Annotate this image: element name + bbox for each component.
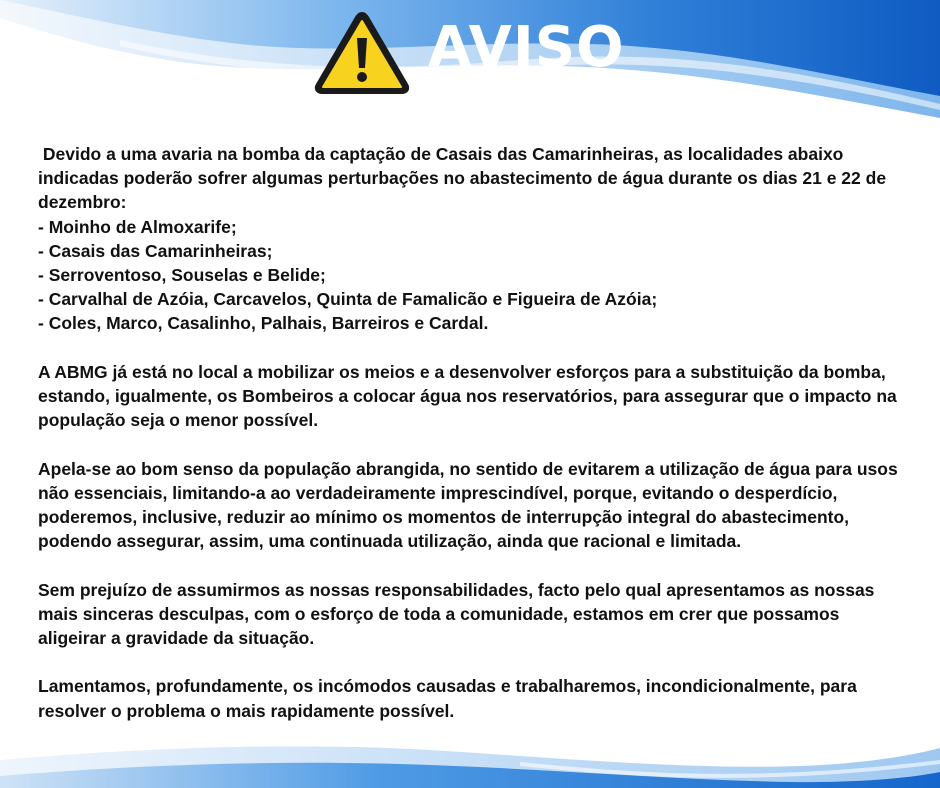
- list-item: - Carvalhal de Azóia, Carcavelos, Quinta de Famalicão e Figueira de Azóia;: [38, 289, 658, 310]
- header: [0, 0, 940, 110]
- list-item: - Casais das Camarinheiras;: [38, 240, 273, 261]
- paragraph-appeal: Apela-se ao bom senso da população abrangida, no sentido de evitarem a utilização de água para usos não essenciais, limitando-a ao verdadeiramente imprescindível, porque, evitando o desperdício, poderemos, inclusive, reduzir ao mínimo os momentos de interrupção integral do abastecimento, podendo assegurar, assim, uma continuada utilização, ainda que racional e limitada.: [38, 458, 898, 552]
- warning-icon: [312, 8, 412, 96]
- list-item: - Serroventoso, Souselas e Belide;: [38, 265, 326, 286]
- paragraph-abmg: A ABMG já está no local a mobilizar os meios e a desenvolver esforços para a substituição da bomba, estando, igualmente, os Bombeiros a colocar água nos reservatórios, para assegurar que o impacto na população seja o menor possível.: [38, 361, 897, 431]
- list-item: - Moinho de Almoxarife;: [38, 216, 237, 237]
- notice-intro: Devido a uma avaria na bomba da captação de Casais das Camarinheiras, as localidades abaixo indicadas poderão sofrer algumas perturbações no abastecimento de água durante os dias 21 e 22 de dezembro:: [38, 144, 891, 213]
- page-title: AVISO: [428, 15, 625, 80]
- location-list: [38, 215, 910, 336]
- paragraph-closing: Lamentamos, profundamente, os incómodos causadas e trabalharemos, incondicionalmente, para resolver o problema o mais rapidamente possível.: [38, 676, 857, 721]
- notice-body: [38, 142, 910, 723]
- paragraph-apology: Sem prejuízo de assumirmos as nossas responsabilidades, facto pelo qual apresentamos as nossas mais sinceras desculpas, com o esforço de toda a comunidade, estamos em crer que possamos aligeirar a gravidade da situação.: [38, 579, 875, 649]
- list-item: - Coles, Marco, Casalinho, Palhais, Barreiros e Cardal.: [38, 313, 489, 334]
